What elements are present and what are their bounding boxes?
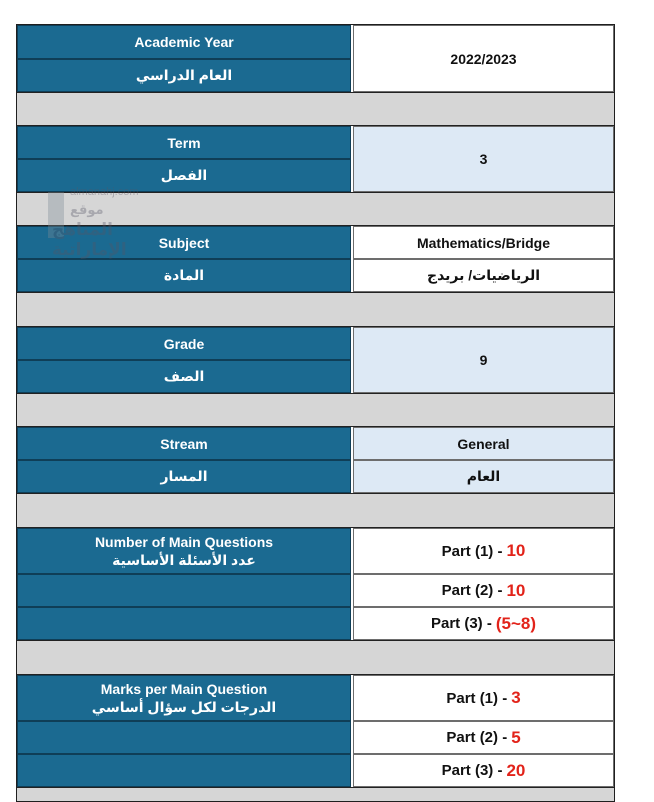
marks-label-ar: الدرجات لكل سؤال أساسي (91, 699, 277, 715)
watermark-url: almanahj.com (70, 186, 139, 198)
part-value: (5~8) (495, 613, 536, 633)
subject-label-en: Subject (17, 226, 351, 259)
main-questions-label (17, 528, 351, 574)
term-label-ar: الفصل (17, 159, 351, 192)
exam-specification-table (16, 24, 615, 802)
stream-label-ar: المسار (17, 460, 351, 493)
academic-year-label-en: Academic Year (17, 25, 351, 59)
separator-row (17, 493, 614, 528)
stream-label-en: Stream (17, 427, 351, 460)
stream-value-en: General (353, 427, 614, 460)
separator-row (17, 92, 614, 126)
watermark-line-1: موقع (70, 202, 104, 217)
marks-label-en: Marks per Main Question (100, 681, 268, 697)
marks-label-filler (17, 721, 351, 754)
term-label-en: Term (17, 126, 351, 159)
grade-value: 9 (353, 327, 614, 393)
subject-value-en: Mathematics/Bridge (353, 226, 614, 259)
separator-row (17, 292, 614, 327)
grade-label-en: Grade (17, 327, 351, 360)
separator-row (17, 640, 614, 675)
watermark-line-2: المناهج الإماراتية (52, 220, 127, 259)
marks-part-1 (353, 675, 614, 721)
main-questions-label-filler (17, 607, 351, 640)
main-questions-label-ar: عدد الأسئلة الأساسية (112, 552, 256, 568)
part-label: Part (2) - (441, 582, 503, 599)
part-value: 3 (511, 688, 521, 707)
main-questions-part-1 (353, 528, 614, 574)
part-value: 10 (506, 580, 526, 600)
stream-value-ar: العام (353, 460, 614, 493)
main-questions-part-2 (353, 574, 614, 607)
marks-part-2 (353, 721, 614, 754)
marks-label (17, 675, 351, 721)
part-value: 10 (506, 541, 526, 560)
part-label: Part (1) - (441, 542, 503, 560)
marks-label-filler (17, 754, 351, 787)
academic-year-value: 2022/2023 (353, 25, 614, 92)
marks-part-3 (353, 754, 614, 787)
part-label: Part (1) - (446, 689, 508, 707)
main-questions-label-filler (17, 574, 351, 607)
part-label: Part (3) - (441, 762, 503, 779)
part-label: Part (3) - (430, 615, 492, 632)
main-questions-part-3 (353, 607, 614, 640)
part-value: 5 (511, 727, 521, 747)
part-label: Part (2) - (446, 729, 508, 746)
main-questions-label-en: Number of Main Questions (94, 534, 274, 550)
subject-label-ar: المادة (17, 259, 351, 292)
part-value: 20 (506, 760, 526, 780)
academic-year-label-ar: العام الدراسي (17, 59, 351, 92)
subject-value-ar: الرياضيات/ بريدج (353, 259, 614, 292)
site-watermark (48, 186, 168, 259)
grade-label-ar: الصف (17, 360, 351, 393)
term-value: 3 (353, 126, 614, 192)
separator-row (17, 393, 614, 427)
